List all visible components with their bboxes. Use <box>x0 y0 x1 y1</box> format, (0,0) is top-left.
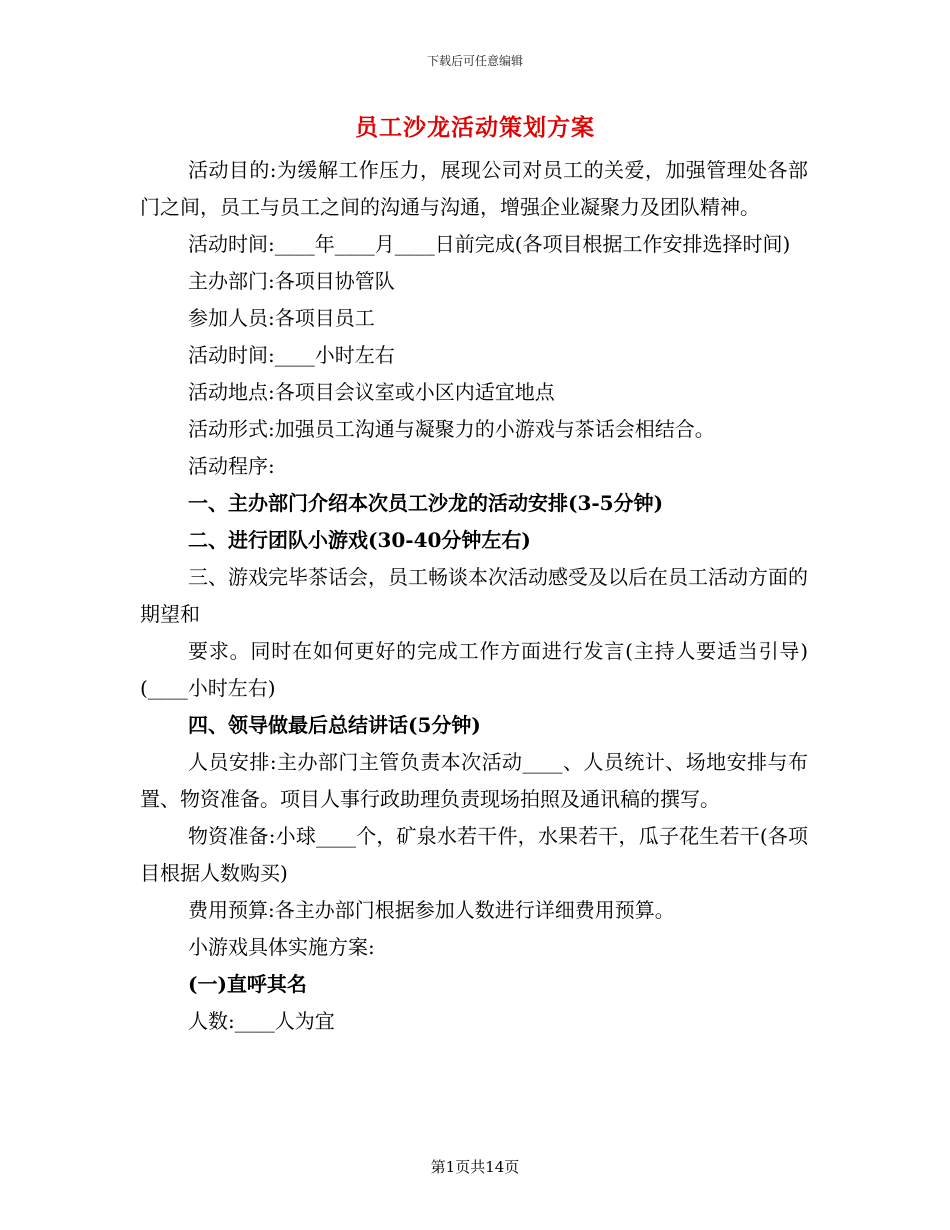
body-paragraph: 活动时间:____年____月____日前完成(各项目根据工作安排选择时间) <box>188 232 791 256</box>
body-paragraph: 人员安排:主办部门主管负责本次活动____、人员统计、场地安排与布置、物资准备。项目人事行政助理负责现场拍照及通讯稿的撰写。 <box>140 750 808 811</box>
section-heading: (一)直呼其名 <box>188 972 307 996</box>
body-paragraph: 要求。同时在如何更好的完成工作方面进行发言(主持人要适当引导)(____小时左右) <box>140 639 808 700</box>
body-paragraph: 活动形式:加强员工沟通与凝聚力的小游戏与茶话会相结合。 <box>188 417 715 441</box>
body-paragraph: 三、游戏完毕茶话会，员工畅谈本次活动感受及以后在员工活动方面的期望和 <box>140 565 808 626</box>
body-paragraph: 参加人员:各项目员工 <box>188 306 375 330</box>
header-note: 下载后可任意编辑 <box>426 54 523 68</box>
section-heading: 二、进行团队小游戏(30-40分钟左右) <box>188 528 531 552</box>
body-paragraph: 主办部门:各项目协管队 <box>188 269 395 293</box>
body-paragraph: 活动地点:各项目会议室或小区内适宜地点 <box>188 380 555 404</box>
body-paragraph: 活动目的:为缓解工作压力，展现公司对员工的关爱，加强管理处各部门之间，员工与员工之间的沟通与沟通，增强企业凝聚力及团队精神。 <box>140 158 808 219</box>
body-paragraph: 人数:____人为宜 <box>188 1009 335 1033</box>
section-heading: 一、主办部门介绍本次员工沙龙的活动安排(3-5分钟) <box>188 491 664 515</box>
body-paragraph: 活动时间:____小时左右 <box>188 343 395 367</box>
body-paragraph: 活动程序: <box>188 454 275 478</box>
document-body <box>140 152 808 1040</box>
document-title: 员工沙龙活动策划方案 <box>355 114 595 141</box>
page-footer: 第1页共14页 <box>430 1158 520 1176</box>
body-paragraph: 物资准备:小球____个，矿泉水若干件，水果若干，瓜子花生若干(各项目根据人数购买) <box>140 824 808 885</box>
body-paragraph: 费用预算:各主办部门根据参加人数进行详细费用预算。 <box>188 898 675 922</box>
body-paragraph: 小游戏具体实施方案: <box>188 935 375 959</box>
section-heading: 四、领导做最后总结讲话(5分钟) <box>188 713 481 737</box>
